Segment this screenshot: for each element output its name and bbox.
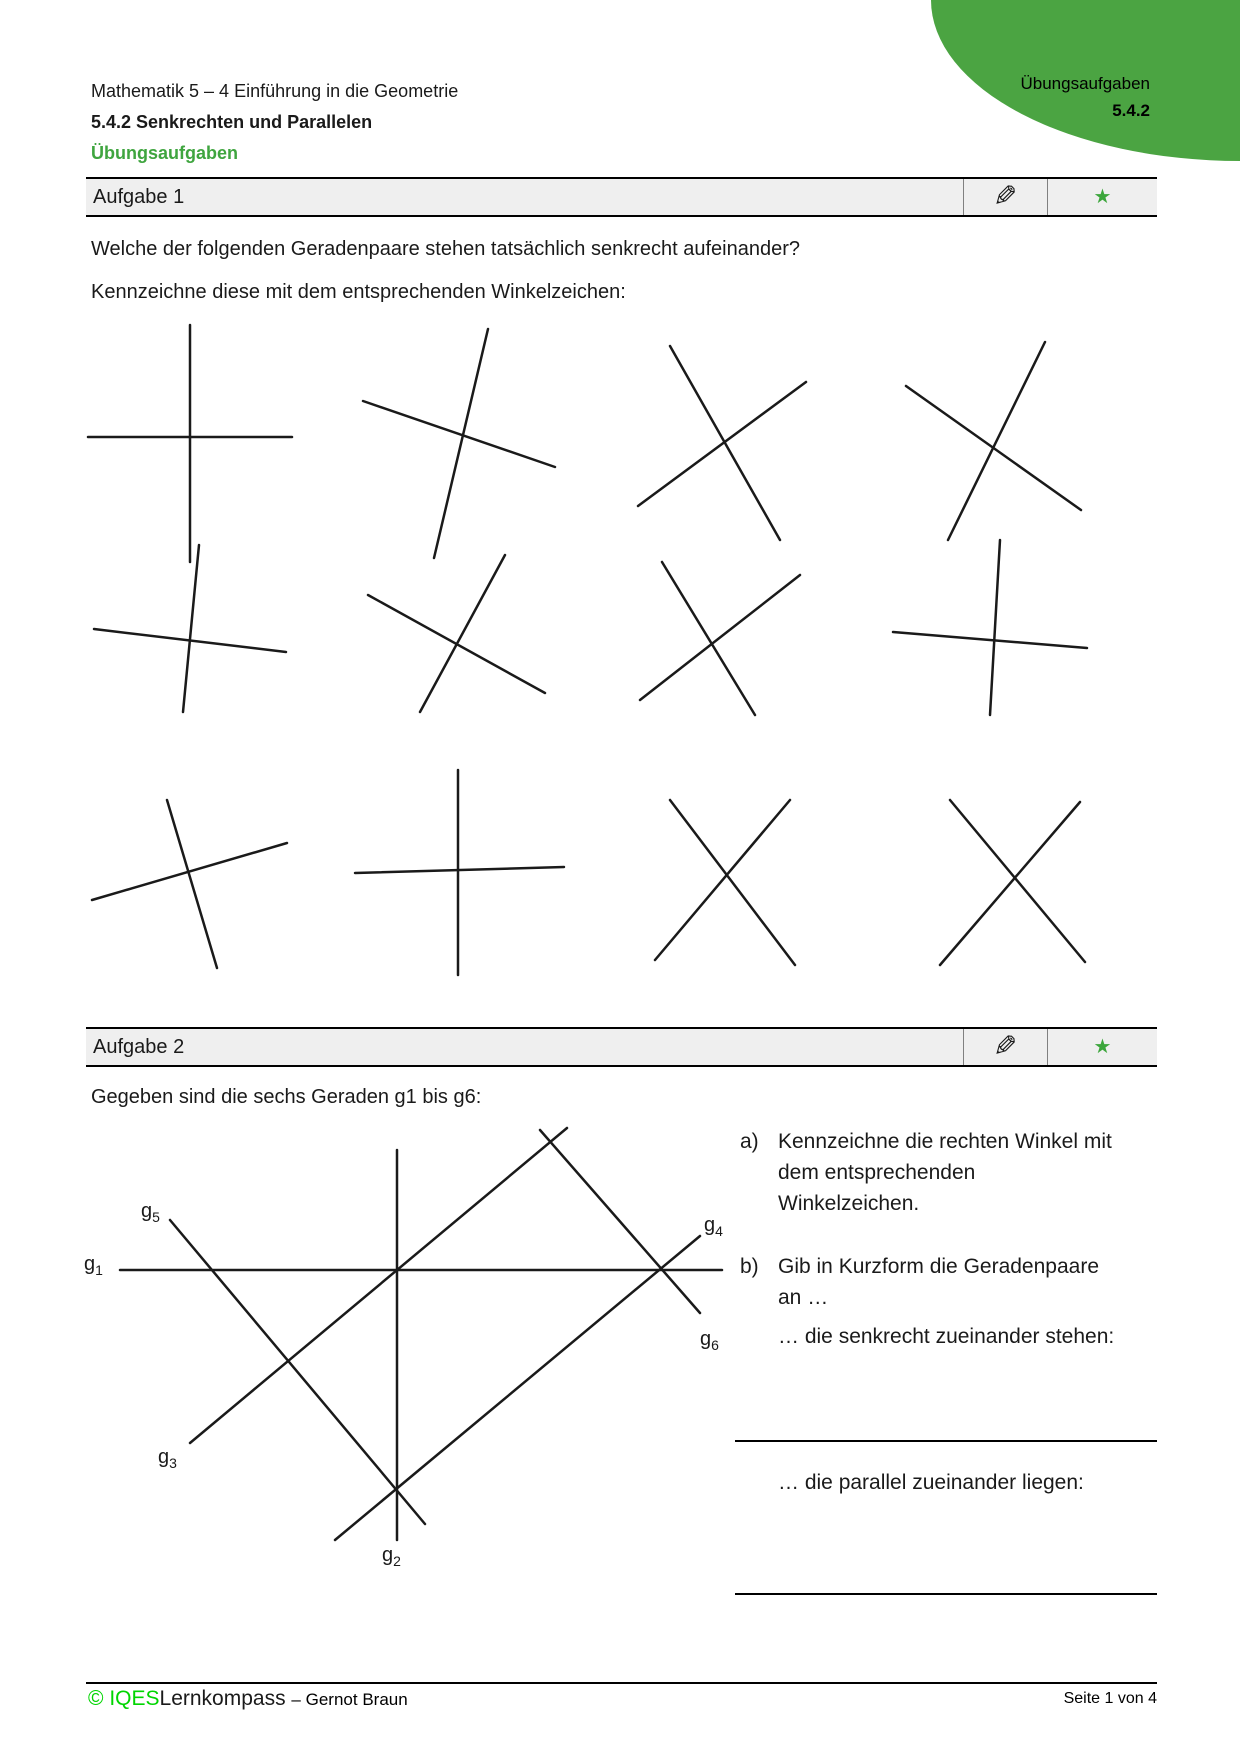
- figure-label-g4: $g_4$: [704, 1214, 723, 1239]
- task2-star-cell: [1047, 1029, 1157, 1065]
- footer-brand: [88, 1687, 408, 1711]
- footer-brand-iqes: IQES: [109, 1687, 160, 1710]
- task1-instruction: Kennzeichne diese mit dem entsprechenden Winkelzeichen:: [91, 281, 626, 303]
- geradenpaar-11-line: [655, 800, 790, 960]
- geradenpaar-4-line: [948, 342, 1045, 540]
- task2-item-a-text: [778, 1126, 1112, 1219]
- page-number: Seite 1 von 4: [1063, 1690, 1157, 1707]
- geradenpaar-2-line: [434, 329, 488, 558]
- geradenpaar-7-line: [662, 562, 755, 715]
- geradenpaar-8-line: [893, 632, 1087, 648]
- geradenpaar-6-line: [420, 555, 505, 712]
- footer-author: Gernot Braun: [305, 1690, 408, 1709]
- geradenpaar-12-line: [950, 800, 1085, 962]
- geradenpaar-8-line: [990, 540, 1000, 715]
- text-line: Kennzeichne die rechten Winkel mit: [778, 1130, 1112, 1153]
- figure-line-g6: [540, 1130, 700, 1313]
- header-course-line: Mathematik 5 – 4 Einführung in die Geometrie: [91, 81, 459, 101]
- geradenpaar-3-line: [638, 382, 806, 506]
- task1-title: Aufgabe 1: [93, 186, 185, 208]
- geradenpaar-11-line: [670, 800, 795, 965]
- task2-item-a-label: a): [740, 1130, 759, 1153]
- task2-item-b-label: b): [740, 1255, 759, 1278]
- footer-dash: –: [291, 1690, 301, 1709]
- figure-label-g6: $g_6$: [700, 1328, 719, 1353]
- geradenpaar-9-line: [167, 800, 217, 968]
- figure-label-g2: $g_2$: [382, 1544, 401, 1569]
- task2-header-bar: [86, 1027, 1157, 1067]
- text-line: Gib in Kurzform die Geradenpaare: [778, 1255, 1099, 1278]
- figure-line-g3: [190, 1128, 567, 1443]
- figure-label-g3: $g_3$: [158, 1446, 177, 1471]
- geradenpaar-9-line: [92, 843, 287, 900]
- answer-line-perpendicular: [735, 1440, 1157, 1442]
- footer-brand-lernkompass: Lernkompass: [159, 1687, 286, 1710]
- task2-intro: Gegeben sind die sechs Geraden g1 bis g6:: [91, 1086, 482, 1108]
- text-line: Winkelzeichen.: [778, 1192, 920, 1215]
- text-line: dem entsprechenden: [778, 1161, 976, 1184]
- text-line: an …: [778, 1286, 829, 1309]
- geradenpaar-12-line: [940, 802, 1080, 965]
- star-icon: ★: [1093, 186, 1112, 208]
- task2-perpendicular-prompt: … die senkrecht zueinander stehen:: [778, 1325, 1115, 1348]
- geradenpaar-5-line: [183, 545, 199, 712]
- header-chapter-line: 5.4.2 Senkrechten und Parallelen: [91, 112, 373, 132]
- figure-line-g5: [170, 1220, 425, 1524]
- geradenpaar-4-line: [906, 386, 1081, 510]
- figure-line-g4: [335, 1236, 700, 1540]
- task2-parallel-prompt: … die parallel zueinander liegen:: [778, 1471, 1084, 1494]
- copyright-icon: ©: [88, 1687, 104, 1710]
- task2-item-b-text: [778, 1251, 1099, 1313]
- pencil-icon: ✎: [993, 1030, 1018, 1063]
- answer-line-parallel: [735, 1593, 1157, 1595]
- corner-badge-label: Übungsaufgaben: [1020, 74, 1150, 93]
- header-type-line: Übungsaufgaben: [91, 143, 238, 163]
- figure-label-g5: $g_5$: [141, 1200, 160, 1225]
- geradenpaar-6-line: [368, 595, 545, 693]
- corner-badge-code: 5.4.2: [1112, 101, 1150, 120]
- footer-divider: [86, 1682, 1157, 1684]
- pencil-icon: ✎: [993, 180, 1018, 213]
- star-icon: ★: [1093, 1036, 1112, 1058]
- geradenpaar-7-line: [640, 575, 800, 700]
- task1-question: Welche der folgenden Geradenpaare stehen tatsächlich senkrecht aufeinander?: [91, 238, 800, 260]
- geradenpaar-10-line: [355, 867, 564, 873]
- task2-title: Aufgabe 2: [93, 1036, 185, 1058]
- figure-label-g1: $g_1$: [84, 1253, 103, 1278]
- task2-pencil-cell: [963, 1029, 1047, 1065]
